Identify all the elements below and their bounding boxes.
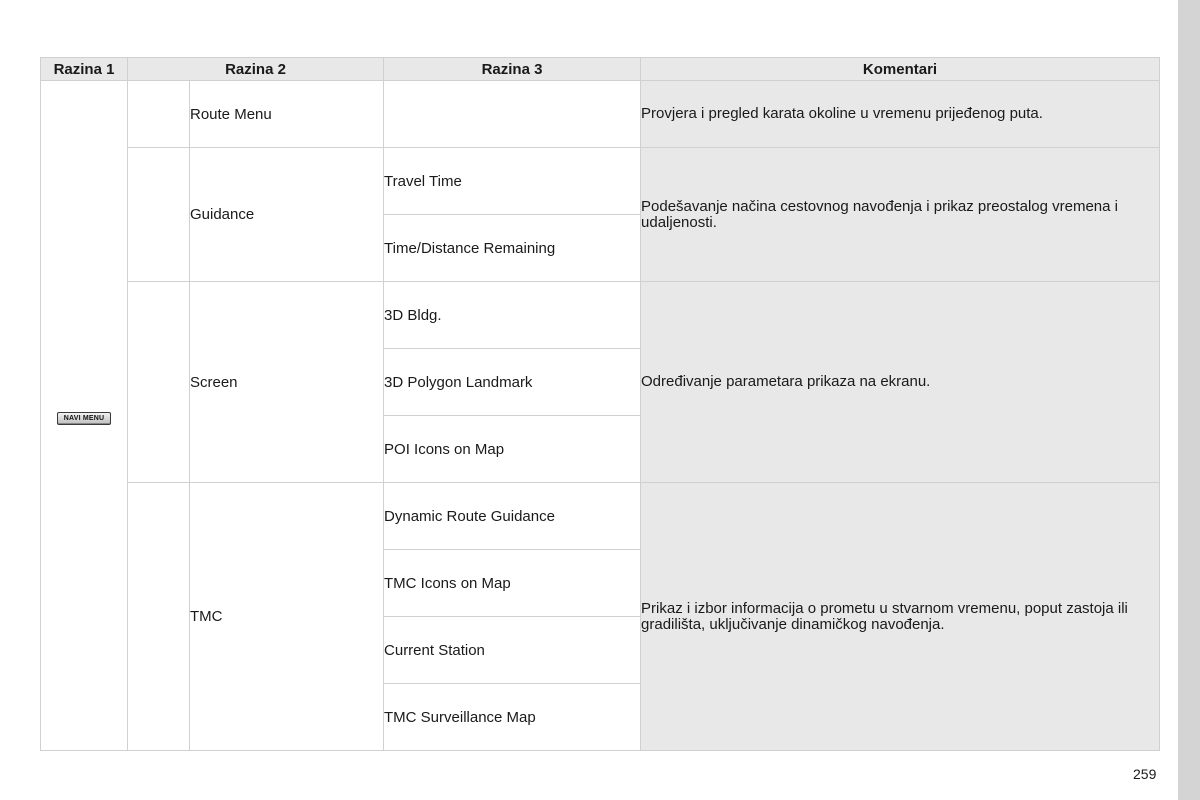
level3-travel-time: Travel Time [384,148,641,215]
navi-menu-button-icon: NAVI MENU [57,412,112,425]
table-row [41,81,1160,148]
level3-current-station: Current Station [384,617,641,684]
level2-tmc: TMC [190,483,384,751]
header-komentari: Komentari [641,58,1160,81]
page-number: 259 [1133,766,1157,782]
level3-tmc-icons-on-map: TMC Icons on Map [384,550,641,617]
level3-3d-polygon-landmark: 3D Polygon Landmark [384,349,641,416]
level1-cell [41,81,128,751]
level3-dynamic-route-guidance: Dynamic Route Guidance [384,483,641,550]
level2-route-menu: Route Menu [190,81,384,148]
navigation-menu-table [40,57,1160,751]
header-razina-3: Razina 3 [384,58,641,81]
page-edge-strip [1178,0,1200,800]
table-row [41,483,1160,550]
table-row [41,282,1160,349]
table-row [41,148,1160,215]
table-header-row [41,58,1160,81]
indent-cell [128,282,190,483]
comment-guidance: Podešavanje načina cestovnog navođenja i prikaz preostalog vremena i udaljenosti. [641,148,1160,282]
comment-tmc: Prikaz i izbor informacija o prometu u stvarnom vremenu, poput zastoja ili gradilišta, uključivanje dinamičkog navođenja. [641,483,1160,751]
indent-cell [128,483,190,751]
header-razina-2: Razina 2 [128,58,384,81]
level3-tmc-surveillance-map: TMC Surveillance Map [384,684,641,751]
level3-poi-icons-on-map: POI Icons on Map [384,416,641,483]
level2-guidance: Guidance [190,148,384,282]
indent-cell [128,81,190,148]
indent-cell [128,148,190,282]
level3-time-distance-remaining: Time/Distance Remaining [384,215,641,282]
comment-route-menu: Provjera i pregled karata okoline u vremenu prijeđenog puta. [641,81,1160,148]
level3-empty [384,81,641,148]
header-razina-1: Razina 1 [41,58,128,81]
level2-screen: Screen [190,282,384,483]
level3-3d-bldg: 3D Bldg. [384,282,641,349]
comment-screen: Određivanje parametara prikaza na ekranu. [641,282,1160,483]
